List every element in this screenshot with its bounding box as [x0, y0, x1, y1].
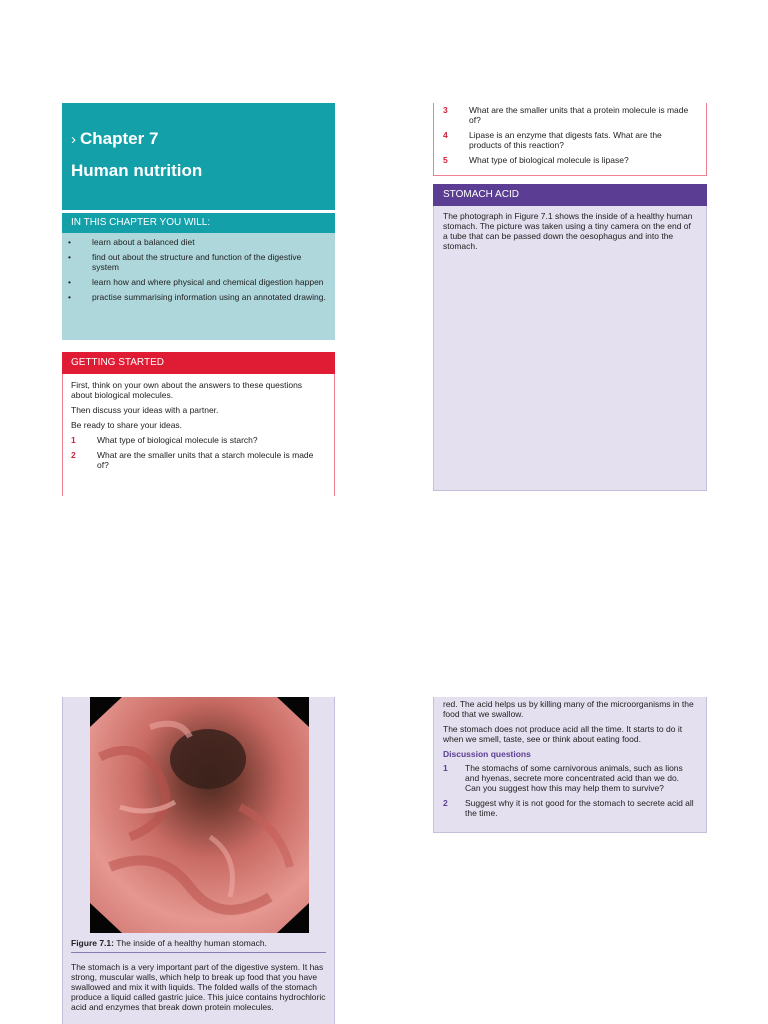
figure-body-text: The stomach is a very important part of the digestive system. It has strong, muscular walls, which help to break up food that you have swallowed and mix it with liquids. The folded walls of the stomach produce a liquid called gastric juice. This juice contains hydrochloric acid and enzymes that break down protein molecules. — [71, 962, 326, 1012]
bullet-icon: • — [68, 252, 71, 262]
discussion-box — [433, 697, 707, 833]
stomach-acid-panel — [433, 184, 707, 491]
continued-questions-box — [433, 103, 707, 176]
in-this-chapter-heading: IN THIS CHAPTER YOU WILL: — [62, 213, 335, 233]
chapter-number: › Chapter 7 — [71, 129, 159, 148]
chapter-header — [62, 103, 335, 210]
getting-started-box — [62, 374, 335, 496]
paragraph: First, think on your own about the answers to these questions about biological molecules. — [71, 380, 303, 400]
stomach-photo — [90, 697, 309, 933]
bullet-icon: • — [68, 292, 71, 302]
discussion-heading: Discussion questions — [443, 749, 531, 759]
figure-caption: Figure 7.1: The inside of a healthy human stomach. — [71, 938, 326, 953]
bullet-icon: • — [68, 237, 71, 247]
question-row: 3 What are the smaller units that a protein molecule is made of? — [443, 105, 689, 125]
bullet-icon: • — [68, 277, 71, 287]
paragraph: The photograph in Figure 7.1 shows the inside of a healthy human stomach. The picture was taken using a tiny camera on the end of a tube that can be passed down the oesophagus and into the stomach. — [443, 211, 693, 251]
question-row: 1 The stomachs of some carnivorous animals, such as lions and hyenas, secrete more concentrated acid than we do. Can you suggest how this may help them to survive? — [443, 763, 683, 793]
chapter-panel — [62, 103, 335, 491]
chapter-title: Human nutrition — [71, 161, 203, 180]
paragraph: red. The acid helps us by killing many of the microorganisms in the food that we swallow. — [443, 699, 694, 719]
getting-started-heading: GETTING STARTED — [62, 352, 335, 374]
chevron-right-icon: › — [71, 130, 76, 148]
list-item: • find out about the structure and function of the digestive system — [68, 252, 302, 272]
list-item: • learn how and where physical and chemical digestion happen — [68, 277, 324, 287]
paragraph: Then discuss your ideas with a partner. — [71, 405, 219, 415]
figure-panel — [62, 697, 335, 1024]
list-item: • learn about a balanced diet — [68, 237, 195, 247]
list-item: • practise summarising information using an annotated drawing. — [68, 292, 326, 302]
stomach-acid-heading: STOMACH ACID — [433, 184, 707, 206]
question-row: 2 What are the smaller units that a starch molecule is made of? — [71, 450, 314, 470]
in-this-chapter-box — [62, 233, 335, 340]
question-row: 1 What type of biological molecule is starch? — [71, 435, 258, 445]
stomach-acid-box — [433, 206, 707, 491]
question-row: 4 Lipase is an enzyme that digests fats. What are the products of this reaction? — [443, 130, 662, 150]
question-row: 2 Suggest why it is not good for the stomach to secrete acid all the time. — [443, 798, 694, 818]
paragraph: The stomach does not produce acid all the time. It starts to do it when we smell, taste, see or think about eating food. — [443, 724, 683, 744]
paragraph: Be ready to share your ideas. — [71, 420, 183, 430]
question-row: 5 What type of biological molecule is lipase? — [443, 155, 629, 165]
